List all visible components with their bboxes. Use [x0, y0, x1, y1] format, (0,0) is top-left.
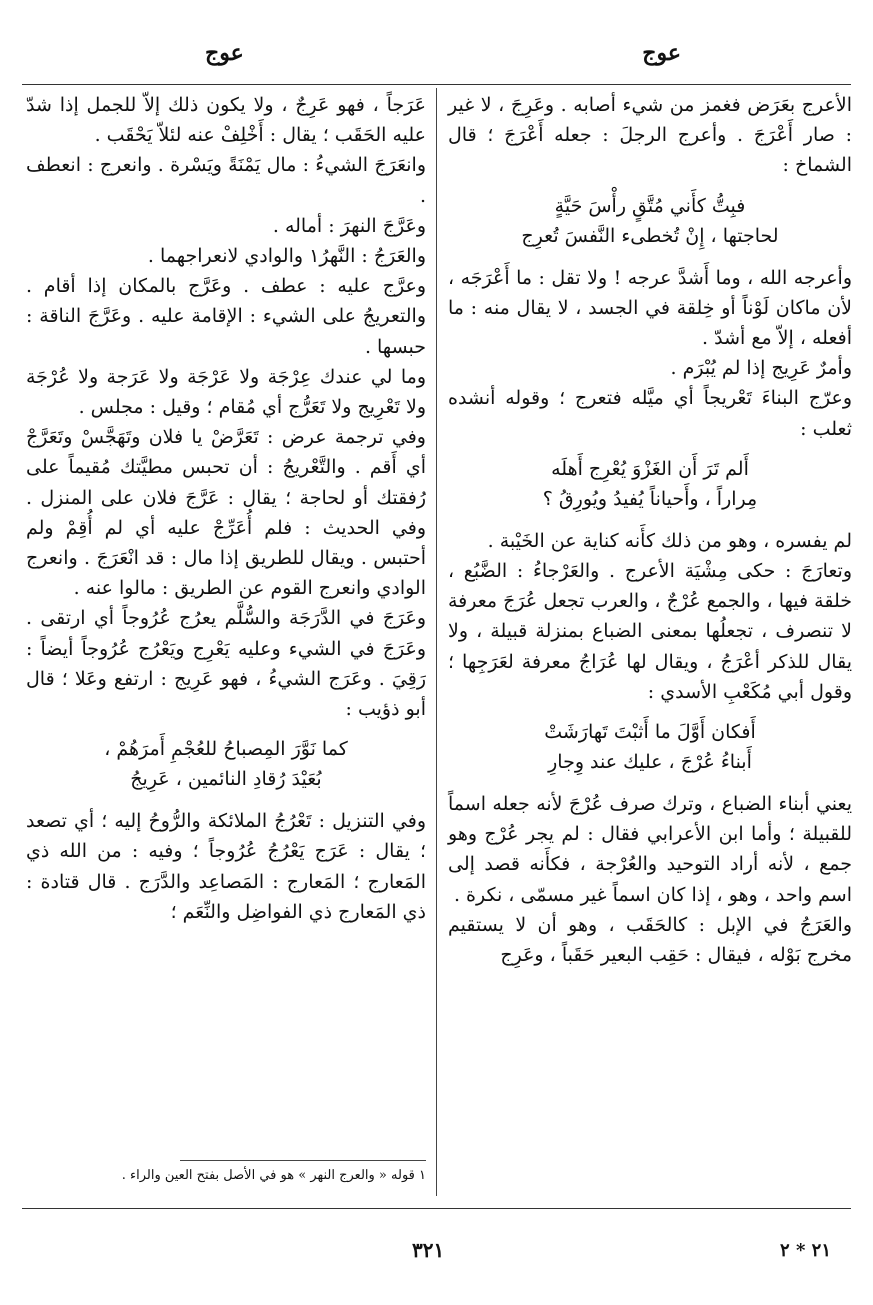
- verse: [448, 454, 852, 514]
- verse-line: أَفكان أَوَّلَ ما أَثبْتَ تَهارَشَتْ: [544, 721, 756, 744]
- paragraph: وعرّج البناءَ تَعْريجاً أي ميَّله فتعرج ؛ وقوله أنشده ثعلب :: [448, 387, 852, 440]
- paragraph: والعَرَجُ في الإبل : كالحَقَب ، وهو أن لا يستقيم مخرج بَوْله ، فيقال : حَقِب البعير حَقَباً ، وعَرِج: [448, 913, 852, 967]
- paragraph: يعني أبناء الضباع ، وترك صرف عُرْجَ لأنه جعله اسماً للقبيلة ؛ وأما ابن الأعرابي فقال : لم يجر عُرْج وهو جمع ، لأنه أراد التوحيد والعُرْجة ، فكأَنه قصد إلى اسم واحد ، وهو ، إذا كان اسماً غير مسمّى ، نكرة .: [448, 793, 852, 906]
- signature-mark: ٢١ * ٢: [780, 1240, 831, 1261]
- footnote: ١ قوله « والعرج النهر » هو في الأصل بفتح العين والراء .: [121, 1168, 426, 1183]
- footer-rule: [22, 1208, 851, 1209]
- paragraph: الأعرج بعَرَض فغمز من شيء أصابه . وعَرِجَ ، لا غير : صار أَعْرَجَ . وأعرج الرجلَ : جعله أَعْرَجَ ؛ قال الشماخ :: [448, 94, 852, 177]
- left-column: [26, 90, 426, 927]
- paragraph: وأعرجه الله ، وما أَشدَّ عرجه ! ولا تقل : ما أَعْرَجَه ، لأن ماكان لَوْناً أو خِلقة في الجسد ، لا يقال منه : ما أفعله ، إلاّ مع أشدّ .: [448, 266, 852, 350]
- header-word-left: عوج: [205, 40, 244, 66]
- verse: [448, 191, 852, 251]
- header-rule: [22, 84, 851, 85]
- paragraph: وما لي عندك عِرْجَة ولا عَرْجَة ولا عَرَجة ولا عُرْجَة ولا تَعْرِيج ولا تَعَرُّج أي مُقام ؛ وقيل : مجلس .: [26, 365, 426, 419]
- paragraph: وعرَّج عليه : عطف . وعَرَّج بالمكان إذا أقام . والتعريجُ على الشيء : الإقامة عليه . وعَرَّجَ الناقة : حبسها .: [26, 275, 426, 358]
- header-word-right: عوج: [642, 40, 681, 66]
- verse-line: فبِتُّ كأَني مُتَّقٍ رأْسَ حَيَّةٍ: [554, 194, 746, 217]
- verse-line: بُعَيْدَ رُقادِ النائمين ، عَرِيجُ: [130, 768, 322, 791]
- verse: [448, 717, 852, 777]
- paragraph: وفي التنزيل : تَعْرُجُ الملائكة والرُّوحُ إليه ؛ أي تصعد ؛ يقال : عَرَج يَعْرُجُ عُرُوجاً ؛ وفيه : من الله ذي المَعارج ؛ المَعارج : المَصاعِد والدَّرَج . قال قتادة : ذي المَعارج ذي الفواضِل والنِّعَم ؛: [26, 810, 426, 923]
- page-number: ٣٢١: [412, 1238, 445, 1262]
- verse-line: كما نَوَّرَ المِصباحُ للعُجْمِ أَمرَهُمْ ،: [104, 738, 348, 761]
- paragraph: لم يفسره ، وهو من ذلك كأَنه كناية عن الخَيْبة .: [487, 529, 852, 552]
- column-divider: [436, 88, 437, 1196]
- verse-line: لحاجتها ، إِنْ تُخطىء النَّفسَ تُعرِج: [521, 224, 779, 247]
- footnote-rule: [180, 1160, 426, 1161]
- right-column: [448, 90, 852, 970]
- verse-line: مِراراً ، وأَحياناً يُفيدُ ويُورِقُ ؟: [542, 487, 758, 510]
- paragraph: وأمرٌ عَرِيج إذا لم يُبْرَم .: [670, 357, 852, 380]
- paragraph: وعَرَّجَ النهرَ : أماله .: [272, 214, 426, 237]
- paragraph: وعَرَجَ في الدَّرَجَة والسُّلَّم يعرُج عُرُوجاً أي ارتقى . وعَرَجَ في الشيء وعليه يَعْرِج ويَعْرُج عُرُوجاً أيضاً : رَقِيَ . وعَرَج الشيءُ ، فهو عَرِيج : ارتفع وعَلا ؛ قال أبو ذؤيب :: [26, 607, 426, 721]
- verse-line: أَبناءُ عُرْجَ ، عليك عند وِجارِ: [548, 751, 752, 774]
- paragraph: والعَرَجُ : النَّهرُ١ والوادي لانعراجهما .: [147, 245, 426, 268]
- paragraph: وتعارَجَ : حكى مِشْيَة الأعرج . والعَرْجاءُ : الضَّبُع ، خلقة فيها ، والجمع عُرْجٌ ، والعرب تجعل عُرَجَ معرفة لا تنصرف ، تجعلُها بمعنى الضباع بمنزلة قبيلة ، ولا يقال للذكر أعْرَجُ ، ويقال لها عُرَاجُ معرفة لعَرَجِها ؛ وقول أبي مُكَعْبِ الأسدي :: [448, 560, 852, 703]
- paragraph: وفي ترجمة عرض : تَعَرَّضْ يا فلان وتَهَجَّسْ وتَعَرَّجْ أي أَقم . والتَّعْريجُ : أن تحبس مطيَّتك مُقيماً على رُفقتك أو لحاجة ؛ يقال : عَرَّجَ فلان على المنزل . وفي الحديث : فلم أُعَرِّجْ عليه أي لم أُقِمْ ولم أحتبس . ويقال للطريق إذا مال : قد انْعَرَجَ . وانعرج الوادي وانعرج القوم عن الطريق : مالوا عنه .: [26, 426, 426, 600]
- paragraph: عَرَجاً ، فهو عَرِجٌ ، ولا يكون ذلك إلاّ للجمل إذا شدّ عليه الحَقَب ؛ يقال : أَخْلِفْ عنه لئلاّ يَحْقَب .: [26, 94, 426, 147]
- verse: [26, 734, 426, 794]
- paragraph: وانعَرَجَ الشيءُ : مال يَمْنَةً ويَسْرة . وانعرج : انعطف .: [26, 154, 426, 207]
- verse-line: أَلم تَرَ أَن الغَزْوَ يُعْرِج أَهلَه: [551, 457, 749, 480]
